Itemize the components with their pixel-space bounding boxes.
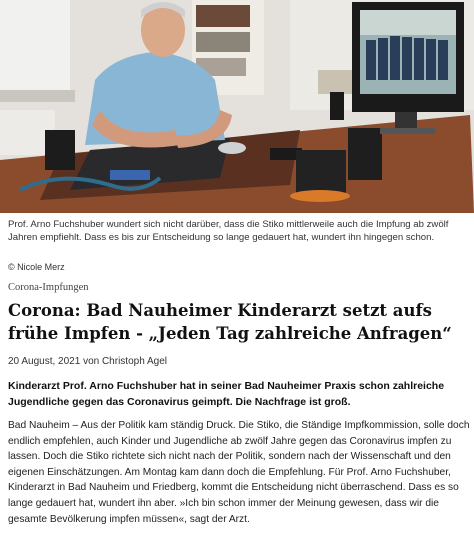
article-body: Bad Nauheim – Aus der Politik kam ständig Druck. Die Stiko, die Ständige Impfkommission, solle doch endlich empfehlen, auch Kinder und Jugendliche ab zwölf Jahre gegen das Coronavirus impfen zu lassen. Doch die Stiko richtete sich nicht nach der Politik, sondern nach der Wissenschaft und den eigenen Einschätzungen. Am Montag kam dann doch die Empfehlung. Für Prof. Arno Fuchshuber, Kinderarzt in Bad Nauheim und Friedberg, kommt die Entscheidung nicht überraschend. Dass es so lange gedauert hat, wundert ihn aber. »Ich bin schon immer der Meinung gewesen, dass wir die gesamte Bevölkerung impfen müssen«, sagt der Arzt.	[8, 420, 470, 525]
article-lead: Kinderarzt Prof. Arno Fuchshuber hat in seiner Bad Nauheimer Praxis schon zahlreiche Jugendliche gegen das Coronavirus geimpft. Die Nachfrage ist groß.	[8, 380, 445, 408]
article-photo	[0, 0, 474, 213]
article-kicker[interactable]: Corona-Impfungen	[8, 282, 89, 293]
photo-illustration	[0, 0, 474, 213]
article-headline: Corona: Bad Nauheimer Kinderarzt setzt aufs frühe Impfen - „Jeden Tag zahlreiche Anfragen“	[8, 301, 452, 343]
photo-credit: © Nicole Merz	[8, 262, 65, 272]
article-date-author: 20 August, 2021 von Christoph Agel	[8, 356, 168, 367]
photo-caption: Prof. Arno Fuchshuber wundert sich nicht darüber, dass die Stiko mittlerweile auch die Impfung ab zwölf Jahren empfiehlt. Dass es bis zur Entscheidung so lange gedauert hat, wundert ihn hingegen schon.	[8, 219, 449, 243]
